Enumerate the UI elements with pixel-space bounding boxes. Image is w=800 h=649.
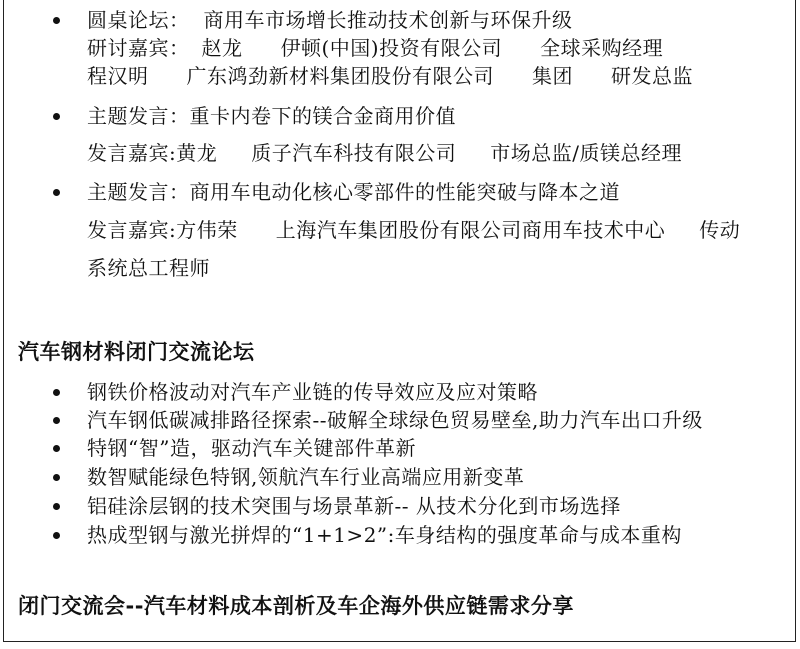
- guest-name: 程汉明: [87, 64, 149, 88]
- bullet-icon: [53, 532, 60, 539]
- guest-line-2: [87, 63, 693, 89]
- speaker-line-cont: [87, 255, 210, 281]
- list-item: 钢铁价格波动对汽车产业链的传导效应及应对策略: [87, 380, 538, 404]
- item-topic: 商用车电动化核心零部件的性能突破与降本之道: [189, 180, 620, 204]
- speaker-company: 质子汽车科技有限公司: [251, 141, 457, 165]
- item-label: 主题发言：: [87, 104, 190, 128]
- speaker-name: 黄龙: [176, 141, 218, 165]
- guest-title: 全球采购经理: [540, 36, 664, 60]
- speaker-line: [87, 140, 682, 166]
- list-item-keynote-2: [87, 179, 620, 205]
- list-item-keynote-1: [87, 103, 456, 129]
- section-heading-closed-meeting: 闭门交流会--汽车材料成本剖析及车企海外供应链需求分享: [18, 594, 574, 618]
- bullet-icon: [53, 474, 60, 481]
- speaker-title-cont: 系统总工程师: [87, 256, 210, 280]
- list-item: 汽车钢低碳减排路径探索--破解全球绿色贸易壁垒,助力汽车出口升级: [87, 408, 703, 432]
- speaker-line: [87, 217, 740, 243]
- item-topic: 重卡内卷下的镁合金商用价值: [189, 104, 456, 128]
- speaker-title: 传动: [699, 218, 741, 242]
- guest-line-1: [87, 35, 663, 61]
- list-item: 铝硅涂层钢的技术突围与场景革新-- 从技术分化到市场选择: [87, 494, 621, 518]
- section-heading-steel-forum: 汽车钢材料闭门交流论坛: [18, 340, 255, 364]
- speaker-title: 市场总监/质镁总经理: [490, 141, 682, 165]
- speaker-company: 上海汽车集团股份有限公司商用车技术中心: [275, 218, 666, 242]
- bullet-icon: [53, 445, 60, 452]
- bullet-icon: [53, 389, 60, 396]
- bullet-icon: [53, 417, 60, 424]
- guest-dept: 集团: [532, 64, 573, 88]
- list-item: 热成型钢与激光拼焊的“1+1>2”:车身结构的强度革命与成本重构: [87, 523, 682, 547]
- bullet-icon: [53, 503, 60, 510]
- list-item: 特钢“智”造，驱动汽车关键部件革新: [87, 436, 416, 460]
- bullet-icon: [53, 113, 60, 120]
- list-item-roundtable: [87, 7, 573, 33]
- speaker-name: 方伟荣: [176, 218, 238, 242]
- speaker-label: 发言嘉宾:: [87, 141, 177, 165]
- guest-title: 研发总监: [611, 64, 693, 88]
- guest-company: 广东鸿劲新材料集团股份有限公司: [186, 64, 494, 88]
- guest-name: 赵龙: [201, 36, 243, 60]
- guest-company: 伊顿(中国)投资有限公司: [280, 36, 503, 60]
- guests-label: 研讨嘉宾：: [87, 36, 190, 60]
- item-label: 主题发言：: [87, 180, 190, 204]
- item-topic: 商用车市场增长推动技术创新与环保升级: [203, 8, 573, 32]
- bullet-icon: [53, 189, 60, 196]
- bullet-icon: [53, 17, 60, 24]
- item-label: 圆桌论坛：: [87, 8, 190, 32]
- list-item: 数智赋能绿色特钢,领航汽车行业高端应用新变革: [87, 465, 525, 489]
- speaker-label: 发言嘉宾:: [87, 218, 177, 242]
